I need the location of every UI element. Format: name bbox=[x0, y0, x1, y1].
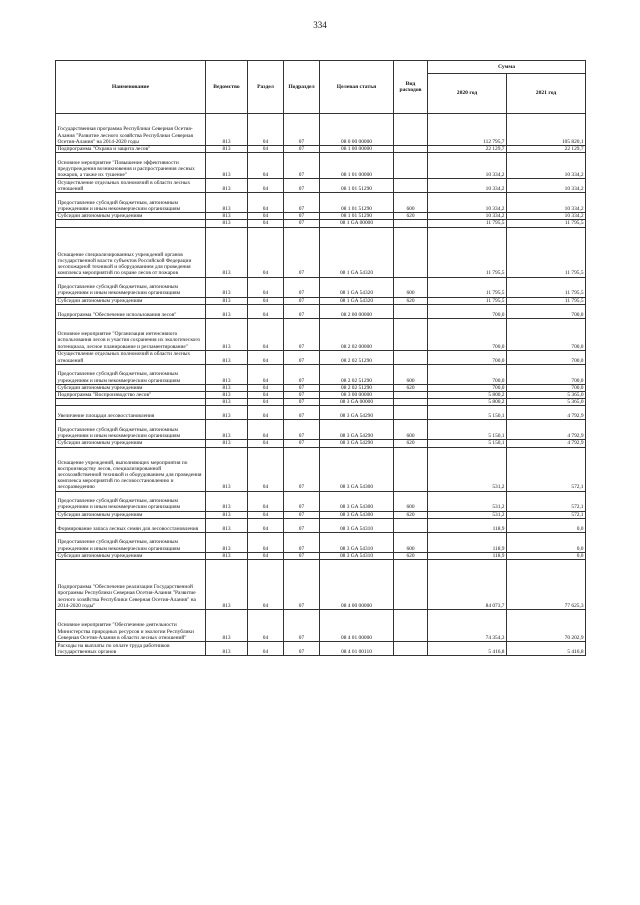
cell-sum-2020: 10 334,2 bbox=[428, 153, 507, 179]
cell-expense-type bbox=[394, 146, 428, 153]
cell-section: 04 bbox=[248, 193, 284, 213]
cell-subsection: 07 bbox=[284, 399, 320, 406]
cell-subsection: 07 bbox=[284, 297, 320, 304]
cell-target: 08 3 GA 54300 bbox=[320, 511, 394, 518]
cell-department: 813 bbox=[206, 552, 248, 559]
cell-name: Предоставление субсидий бюджетным, автономным учреждениям и иным некоммерческим организациям bbox=[56, 491, 206, 511]
table-row bbox=[56, 297, 586, 304]
cell-name bbox=[56, 220, 206, 227]
cell-name: Субсидии автономным учреждениям bbox=[56, 511, 206, 518]
cell-sum-2021: 5 416,8 bbox=[507, 642, 586, 656]
cell-name: Основное мероприятие "Организация интенсивного использования лесов и участия сохранения их экологического потенциала, лесное планирование и регламентирование" bbox=[56, 318, 206, 350]
cell-sum-2020: 118,9 bbox=[428, 532, 507, 552]
cell-expense-type bbox=[394, 518, 428, 532]
cell-expense-type: 600 bbox=[394, 277, 428, 297]
cell-sum-2021: 0,0 bbox=[507, 532, 586, 552]
table-row bbox=[56, 350, 586, 364]
cell-section: 04 bbox=[248, 318, 284, 350]
cell-sum-2021: 700,0 bbox=[507, 318, 586, 350]
cell-sum-2021: 572,1 bbox=[507, 447, 586, 491]
cell-name: Подпрограмма "Обеспечение реализации Государственной программы Республики Северная Осетия-Алания "Развитие лесного хозяйства Республики Северная Осетия-Алания" на 2014-2020 годы" bbox=[56, 560, 206, 610]
cell-section: 04 bbox=[248, 384, 284, 391]
cell-section: 04 bbox=[248, 213, 284, 220]
cell-name: Увеличение площади лесовосстановления bbox=[56, 406, 206, 420]
table-row bbox=[56, 518, 586, 532]
cell-name: Субсидии автономным учреждениям bbox=[56, 297, 206, 304]
cell-sum-2021: 11 795,5 bbox=[507, 297, 586, 304]
cell-target: 08 1 GA 00000 bbox=[320, 220, 394, 227]
page-number: 334 bbox=[313, 20, 327, 30]
cell-department: 813 bbox=[206, 227, 248, 277]
cell-section: 04 bbox=[248, 399, 284, 406]
cell-section: 04 bbox=[248, 610, 284, 642]
cell-sum-2020: 700,0 bbox=[428, 318, 507, 350]
cell-department: 813 bbox=[206, 532, 248, 552]
cell-sum-2021: 572,1 bbox=[507, 511, 586, 518]
header-sum: Сумма bbox=[428, 61, 586, 74]
cell-department: 813 bbox=[206, 518, 248, 532]
cell-department: 813 bbox=[206, 297, 248, 304]
cell-target: 08 3 GA 54310 bbox=[320, 518, 394, 532]
cell-sum-2020: 531,2 bbox=[428, 447, 507, 491]
cell-sum-2021: 10 334,2 bbox=[507, 193, 586, 213]
cell-target: 08 0 00 00000 bbox=[320, 114, 394, 146]
cell-target: 08 3 GA 54310 bbox=[320, 532, 394, 552]
cell-sum-2021: 5 365,0 bbox=[507, 392, 586, 399]
cell-section: 04 bbox=[248, 277, 284, 297]
cell-target: 08 3 GA 54290 bbox=[320, 420, 394, 440]
cell-subsection: 07 bbox=[284, 153, 320, 179]
cell-expense-type: 600 bbox=[394, 420, 428, 440]
cell-name: Оснащение учреждений, выполняющих мероприятия по воспроизводству лесов, специализированной лесохозяйственной техникой и оборудованием для проведения комплекса мероприятий по лесовосстановлению и лесоразведению bbox=[56, 447, 206, 491]
header-subsection: Подраздел bbox=[284, 61, 320, 114]
cell-subsection: 07 bbox=[284, 364, 320, 384]
cell-subsection: 07 bbox=[284, 193, 320, 213]
cell-sum-2020: 11 795,5 bbox=[428, 297, 507, 304]
table-row bbox=[56, 440, 586, 447]
cell-expense-type: 600 bbox=[394, 193, 428, 213]
cell-expense-type: 620 bbox=[394, 297, 428, 304]
cell-section: 04 bbox=[248, 420, 284, 440]
cell-target: 08 4 01 00000 bbox=[320, 610, 394, 642]
cell-sum-2021: 10 334,2 bbox=[507, 179, 586, 193]
cell-expense-type: 620 bbox=[394, 213, 428, 220]
cell-target: 08 2 02 00000 bbox=[320, 318, 394, 350]
cell-section: 04 bbox=[248, 552, 284, 559]
budget-table bbox=[55, 60, 586, 656]
cell-name: Расходы на выплаты по оплате труда работников государственных органов bbox=[56, 642, 206, 656]
cell-section: 04 bbox=[248, 491, 284, 511]
cell-name: Субсидии автономным учреждениям bbox=[56, 552, 206, 559]
cell-sum-2021: 10 334,2 bbox=[507, 213, 586, 220]
cell-department: 813 bbox=[206, 193, 248, 213]
table-row bbox=[56, 213, 586, 220]
cell-target: 08 4 00 00000 bbox=[320, 560, 394, 610]
cell-subsection: 07 bbox=[284, 420, 320, 440]
cell-subsection: 07 bbox=[284, 350, 320, 364]
cell-name: Подпрограмма "Обеспечение использования лесов" bbox=[56, 304, 206, 318]
cell-sum-2021: 11 795,5 bbox=[507, 227, 586, 277]
cell-sum-2021: 10 334,2 bbox=[507, 153, 586, 179]
cell-sum-2021: 700,0 bbox=[507, 350, 586, 364]
header-expense-type: Вид расходов bbox=[394, 61, 428, 114]
cell-section: 04 bbox=[248, 511, 284, 518]
cell-section: 04 bbox=[248, 440, 284, 447]
cell-expense-type bbox=[394, 350, 428, 364]
cell-sum-2021: 105 820,1 bbox=[507, 114, 586, 146]
cell-target: 08 2 02 51290 bbox=[320, 384, 394, 391]
cell-department: 813 bbox=[206, 179, 248, 193]
cell-sum-2020: 700,0 bbox=[428, 364, 507, 384]
cell-target: 08 3 GA 54300 bbox=[320, 491, 394, 511]
cell-section: 04 bbox=[248, 146, 284, 153]
cell-department: 813 bbox=[206, 364, 248, 384]
cell-subsection: 07 bbox=[284, 552, 320, 559]
cell-name: Подпрограмма "Воспроизводство лесов" bbox=[56, 392, 206, 399]
cell-subsection: 07 bbox=[284, 304, 320, 318]
cell-target: 08 1 GA 54320 bbox=[320, 227, 394, 277]
cell-department: 813 bbox=[206, 447, 248, 491]
table-row bbox=[56, 384, 586, 391]
cell-target: 08 1 00 00000 bbox=[320, 146, 394, 153]
cell-section: 04 bbox=[248, 227, 284, 277]
cell-name: Субсидии автономным учреждениям bbox=[56, 440, 206, 447]
cell-subsection: 07 bbox=[284, 532, 320, 552]
table-row bbox=[56, 153, 586, 179]
cell-sum-2021: 700,0 bbox=[507, 364, 586, 384]
cell-target: 08 1 01 51290 bbox=[320, 213, 394, 220]
cell-name: Оснащение специализированных учреждений органов государственной власти субъектов Российской Федерации лесопожарной техникой и оборудованием для проведения комплекса мероприятий по охране лесов от пожаров bbox=[56, 227, 206, 277]
cell-section: 04 bbox=[248, 392, 284, 399]
cell-expense-type bbox=[394, 318, 428, 350]
cell-sum-2020: 84 073,7 bbox=[428, 560, 507, 610]
cell-section: 04 bbox=[248, 350, 284, 364]
cell-subsection: 07 bbox=[284, 642, 320, 656]
table-row bbox=[56, 392, 586, 399]
cell-expense-type bbox=[394, 610, 428, 642]
header-year-2021: 2021 год bbox=[507, 74, 586, 114]
cell-name: Предоставление субсидий бюджетным, автономным учреждениям и иным некоммерческим организациям bbox=[56, 532, 206, 552]
cell-sum-2020: 112 795,7 bbox=[428, 114, 507, 146]
cell-subsection: 07 bbox=[284, 384, 320, 391]
cell-name: Основное мероприятие "Обеспечение деятельности Министерства природных ресурсов и экологии Республики Северная Осетия-Алания в области лесных отношений" bbox=[56, 610, 206, 642]
cell-target: 08 3 GA 54290 bbox=[320, 440, 394, 447]
cell-sum-2020: 22 129,7 bbox=[428, 146, 507, 153]
cell-name: Субсидии автономным учреждениям bbox=[56, 213, 206, 220]
cell-department: 813 bbox=[206, 406, 248, 420]
cell-subsection: 07 bbox=[284, 227, 320, 277]
cell-name: Предоставление субсидий бюджетным, автономным учреждениям и иным некоммерческим организациям bbox=[56, 277, 206, 297]
cell-name: Осуществление отдельных полномочий в области лесных отношений bbox=[56, 179, 206, 193]
cell-expense-type bbox=[394, 153, 428, 179]
cell-name: Предоставление субсидий бюджетным, автономным учреждениям и иным некоммерческим организациям bbox=[56, 420, 206, 440]
cell-department: 813 bbox=[206, 277, 248, 297]
cell-subsection: 07 bbox=[284, 114, 320, 146]
cell-sum-2020: 118,9 bbox=[428, 518, 507, 532]
cell-name: Предоставление субсидий бюджетным, автономным учреждениям и иным некоммерческим организациям bbox=[56, 364, 206, 384]
cell-target: 08 2 02 51290 bbox=[320, 364, 394, 384]
cell-department: 813 bbox=[206, 440, 248, 447]
table-row bbox=[56, 406, 586, 420]
table-row bbox=[56, 146, 586, 153]
cell-sum-2020: 11 795,5 bbox=[428, 220, 507, 227]
cell-section: 04 bbox=[248, 297, 284, 304]
cell-subsection: 07 bbox=[284, 440, 320, 447]
table-row bbox=[56, 364, 586, 384]
cell-department: 813 bbox=[206, 610, 248, 642]
table-row bbox=[56, 552, 586, 559]
cell-sum-2021: 11 795,5 bbox=[507, 220, 586, 227]
cell-sum-2020: 5 416,8 bbox=[428, 642, 507, 656]
cell-subsection: 07 bbox=[284, 447, 320, 491]
table-row bbox=[56, 610, 586, 642]
cell-sum-2020: 700,0 bbox=[428, 384, 507, 391]
cell-section: 04 bbox=[248, 179, 284, 193]
cell-name: Формирование запаса лесных семян для лесовосстановления bbox=[56, 518, 206, 532]
cell-sum-2020: 5 150,1 bbox=[428, 420, 507, 440]
table-row bbox=[56, 447, 586, 491]
cell-sum-2020: 11 795,5 bbox=[428, 277, 507, 297]
cell-sum-2020: 531,2 bbox=[428, 491, 507, 511]
cell-section: 04 bbox=[248, 153, 284, 179]
cell-sum-2020: 531,2 bbox=[428, 511, 507, 518]
table-row bbox=[56, 491, 586, 511]
header-section: Раздел bbox=[248, 61, 284, 114]
table-row bbox=[56, 399, 586, 406]
cell-section: 04 bbox=[248, 560, 284, 610]
cell-sum-2021: 700,0 bbox=[507, 304, 586, 318]
cell-department: 813 bbox=[206, 213, 248, 220]
table-row bbox=[56, 318, 586, 350]
cell-section: 04 bbox=[248, 114, 284, 146]
cell-subsection: 07 bbox=[284, 179, 320, 193]
cell-sum-2020: 74 354,3 bbox=[428, 610, 507, 642]
cell-department: 813 bbox=[206, 146, 248, 153]
cell-name: Субсидии автономным учреждениям bbox=[56, 384, 206, 391]
table-row bbox=[56, 560, 586, 610]
cell-subsection: 07 bbox=[284, 146, 320, 153]
cell-name: Осуществление отдельных полномочий в области лесных отношений bbox=[56, 350, 206, 364]
header-department: Ведомство bbox=[206, 61, 248, 114]
cell-target: 08 4 01 00110 bbox=[320, 642, 394, 656]
cell-section: 04 bbox=[248, 364, 284, 384]
cell-sum-2021: 4 792,9 bbox=[507, 440, 586, 447]
cell-department: 813 bbox=[206, 384, 248, 391]
cell-target: 08 1 01 51290 bbox=[320, 179, 394, 193]
header-name: Наименование bbox=[56, 61, 206, 114]
cell-department: 813 bbox=[206, 420, 248, 440]
cell-section: 04 bbox=[248, 220, 284, 227]
cell-department: 813 bbox=[206, 560, 248, 610]
cell-subsection: 07 bbox=[284, 318, 320, 350]
header-target: Целевая статья bbox=[320, 61, 394, 114]
cell-department: 813 bbox=[206, 491, 248, 511]
cell-subsection: 07 bbox=[284, 491, 320, 511]
cell-section: 04 bbox=[248, 642, 284, 656]
cell-name: Предоставление субсидий бюджетным, автономным учреждениям и иным некоммерческим организациям bbox=[56, 193, 206, 213]
cell-sum-2020: 700,0 bbox=[428, 350, 507, 364]
cell-target: 08 3 GA 54300 bbox=[320, 447, 394, 491]
cell-sum-2020: 10 334,2 bbox=[428, 213, 507, 220]
cell-sum-2021: 0,0 bbox=[507, 552, 586, 559]
cell-expense-type bbox=[394, 304, 428, 318]
cell-target: 08 2 00 00000 bbox=[320, 304, 394, 318]
table-row bbox=[56, 227, 586, 277]
cell-sum-2020: 10 334,2 bbox=[428, 179, 507, 193]
cell-expense-type: 600 bbox=[394, 491, 428, 511]
cell-section: 04 bbox=[248, 532, 284, 552]
cell-department: 813 bbox=[206, 350, 248, 364]
cell-expense-type bbox=[394, 560, 428, 610]
cell-department: 813 bbox=[206, 304, 248, 318]
cell-sum-2020: 5 150,1 bbox=[428, 406, 507, 420]
cell-expense-type bbox=[394, 220, 428, 227]
table-row bbox=[56, 642, 586, 656]
cell-department: 813 bbox=[206, 392, 248, 399]
cell-target: 08 3 GA 00000 bbox=[320, 399, 394, 406]
cell-sum-2020: 5 150,1 bbox=[428, 440, 507, 447]
cell-subsection: 07 bbox=[284, 392, 320, 399]
cell-subsection: 07 bbox=[284, 220, 320, 227]
cell-department: 813 bbox=[206, 153, 248, 179]
cell-expense-type: 620 bbox=[394, 384, 428, 391]
cell-target: 08 3 00 00000 bbox=[320, 392, 394, 399]
cell-section: 04 bbox=[248, 447, 284, 491]
table-row bbox=[56, 511, 586, 518]
table-body bbox=[56, 114, 586, 656]
cell-name: Подпрограмма "Охрана и защита лесов" bbox=[56, 146, 206, 153]
cell-sum-2021: 11 795,5 bbox=[507, 277, 586, 297]
cell-expense-type: 600 bbox=[394, 532, 428, 552]
cell-department: 813 bbox=[206, 318, 248, 350]
cell-sum-2021: 5 365,0 bbox=[507, 399, 586, 406]
cell-expense-type bbox=[394, 114, 428, 146]
cell-subsection: 07 bbox=[284, 518, 320, 532]
cell-department: 813 bbox=[206, 642, 248, 656]
cell-department: 813 bbox=[206, 511, 248, 518]
cell-department: 813 bbox=[206, 399, 248, 406]
table-row bbox=[56, 304, 586, 318]
cell-subsection: 07 bbox=[284, 610, 320, 642]
cell-expense-type bbox=[394, 227, 428, 277]
cell-expense-type bbox=[394, 399, 428, 406]
cell-sum-2021: 4 792,9 bbox=[507, 406, 586, 420]
cell-expense-type: 600 bbox=[394, 364, 428, 384]
cell-target: 08 1 01 00000 bbox=[320, 153, 394, 179]
cell-sum-2021: 77 625,3 bbox=[507, 560, 586, 610]
cell-subsection: 07 bbox=[284, 511, 320, 518]
header-row-top bbox=[56, 61, 586, 74]
cell-sum-2020: 700,0 bbox=[428, 304, 507, 318]
cell-subsection: 07 bbox=[284, 213, 320, 220]
cell-expense-type bbox=[394, 447, 428, 491]
cell-department: 813 bbox=[206, 114, 248, 146]
table-row bbox=[56, 420, 586, 440]
cell-target: 08 2 02 51290 bbox=[320, 350, 394, 364]
cell-subsection: 07 bbox=[284, 277, 320, 297]
cell-expense-type bbox=[394, 642, 428, 656]
cell-sum-2020: 10 334,2 bbox=[428, 193, 507, 213]
table-row bbox=[56, 532, 586, 552]
cell-sum-2020: 5 800,2 bbox=[428, 392, 507, 399]
cell-expense-type: 620 bbox=[394, 552, 428, 559]
cell-sum-2021: 4 792,9 bbox=[507, 420, 586, 440]
cell-sum-2021: 700,0 bbox=[507, 384, 586, 391]
cell-expense-type bbox=[394, 392, 428, 399]
cell-target: 08 3 GA 54290 bbox=[320, 406, 394, 420]
cell-expense-type: 620 bbox=[394, 511, 428, 518]
table-row bbox=[56, 277, 586, 297]
cell-sum-2020: 118,9 bbox=[428, 552, 507, 559]
cell-target: 08 1 GA 54320 bbox=[320, 297, 394, 304]
cell-target: 08 3 GA 54310 bbox=[320, 552, 394, 559]
cell-expense-type: 620 bbox=[394, 440, 428, 447]
cell-target: 08 1 01 51290 bbox=[320, 193, 394, 213]
cell-name: Государственная программа Республики Северная Осетия-Алания "Развитие лесного хозяйства Республики Северная Осетия-Алания" на 2014-2020 годы bbox=[56, 114, 206, 146]
cell-sum-2021: 22 129,7 bbox=[507, 146, 586, 153]
cell-sum-2021: 572,1 bbox=[507, 491, 586, 511]
header-year-2020: 2020 год bbox=[428, 74, 507, 114]
table-row bbox=[56, 220, 586, 227]
table-row bbox=[56, 179, 586, 193]
cell-expense-type bbox=[394, 179, 428, 193]
cell-target: 08 1 GA 54320 bbox=[320, 277, 394, 297]
cell-sum-2021: 70 202,9 bbox=[507, 610, 586, 642]
cell-subsection: 07 bbox=[284, 560, 320, 610]
cell-subsection: 07 bbox=[284, 406, 320, 420]
cell-sum-2020: 11 795,5 bbox=[428, 227, 507, 277]
table-row bbox=[56, 114, 586, 146]
cell-name: Основное мероприятие "Повышение эффективности предупреждения возникновения и распространения лесных пожаров, а также их тушение" bbox=[56, 153, 206, 179]
cell-sum-2020: 5 800,2 bbox=[428, 399, 507, 406]
cell-section: 04 bbox=[248, 406, 284, 420]
cell-sum-2021: 0,0 bbox=[507, 518, 586, 532]
cell-section: 04 bbox=[248, 518, 284, 532]
cell-expense-type bbox=[394, 406, 428, 420]
cell-department: 813 bbox=[206, 220, 248, 227]
cell-name bbox=[56, 399, 206, 406]
table-row bbox=[56, 193, 586, 213]
cell-section: 04 bbox=[248, 304, 284, 318]
